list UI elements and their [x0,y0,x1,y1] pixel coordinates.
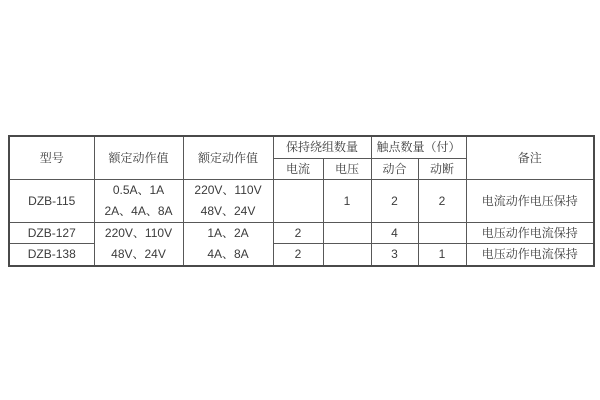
header-normally-closed: 动断 [418,158,466,179]
header-voltage: 电压 [323,158,371,179]
cell-normally-open: 2 [371,179,418,222]
table-row-dzb-115 [9,179,594,222]
cell-remark: 电压动作电流保持 [466,244,594,266]
cell-model: DZB-127 [9,222,94,244]
cell-voltage: 1 [323,179,371,222]
relay-spec-table [8,135,595,267]
cell-model: DZB-138 [9,244,94,266]
cell-remark: 电流动作电压保持 [466,179,594,222]
cell-model: DZB-115 [9,179,94,222]
cell-normally-open: 3 [371,244,418,266]
rated-action-line: 48V、24V [111,246,166,261]
header-model: 型号 [9,136,94,179]
cell-rated-action-2-merged [183,222,273,266]
cell-normally-closed: 2 [418,179,466,222]
cell-rated-action-1 [94,179,183,222]
cell-normally-closed: 1 [418,244,466,266]
cell-normally-closed [418,222,466,244]
header-current: 电流 [273,158,323,179]
cell-remark: 电压动作电流保持 [466,222,594,244]
rated-action-line: 2A、4A、8A [104,203,173,218]
cell-normally-open: 4 [371,222,418,244]
header-rated-action-1: 额定动作值 [94,136,183,179]
rated-action-line: 220V、110V [104,225,173,240]
header-row-groups [9,136,594,158]
rated-action-line: 220V、110V [194,182,262,197]
cell-voltage [323,244,371,266]
cell-rated-action-1-merged [94,222,183,266]
cell-current [273,179,323,222]
rated-action-line: 1A、2A [207,225,249,240]
cell-current: 2 [273,244,323,266]
header-normally-open: 动合 [371,158,418,179]
header-rated-action-2: 额定动作值 [183,136,273,179]
rated-action-line: 48V、24V [200,203,256,218]
table-row-dzb-127 [9,222,594,244]
cell-current: 2 [273,222,323,244]
header-holding-winding-group: 保持绕组数量 [273,136,371,158]
cell-rated-action-2 [183,179,273,222]
header-remark: 备注 [466,136,594,179]
rated-action-line: 0.5A、1A [112,182,165,197]
rated-action-line: 4A、8A [207,246,249,261]
header-contact-count-group: 触点数量（付） [371,136,466,158]
cell-voltage [323,222,371,244]
